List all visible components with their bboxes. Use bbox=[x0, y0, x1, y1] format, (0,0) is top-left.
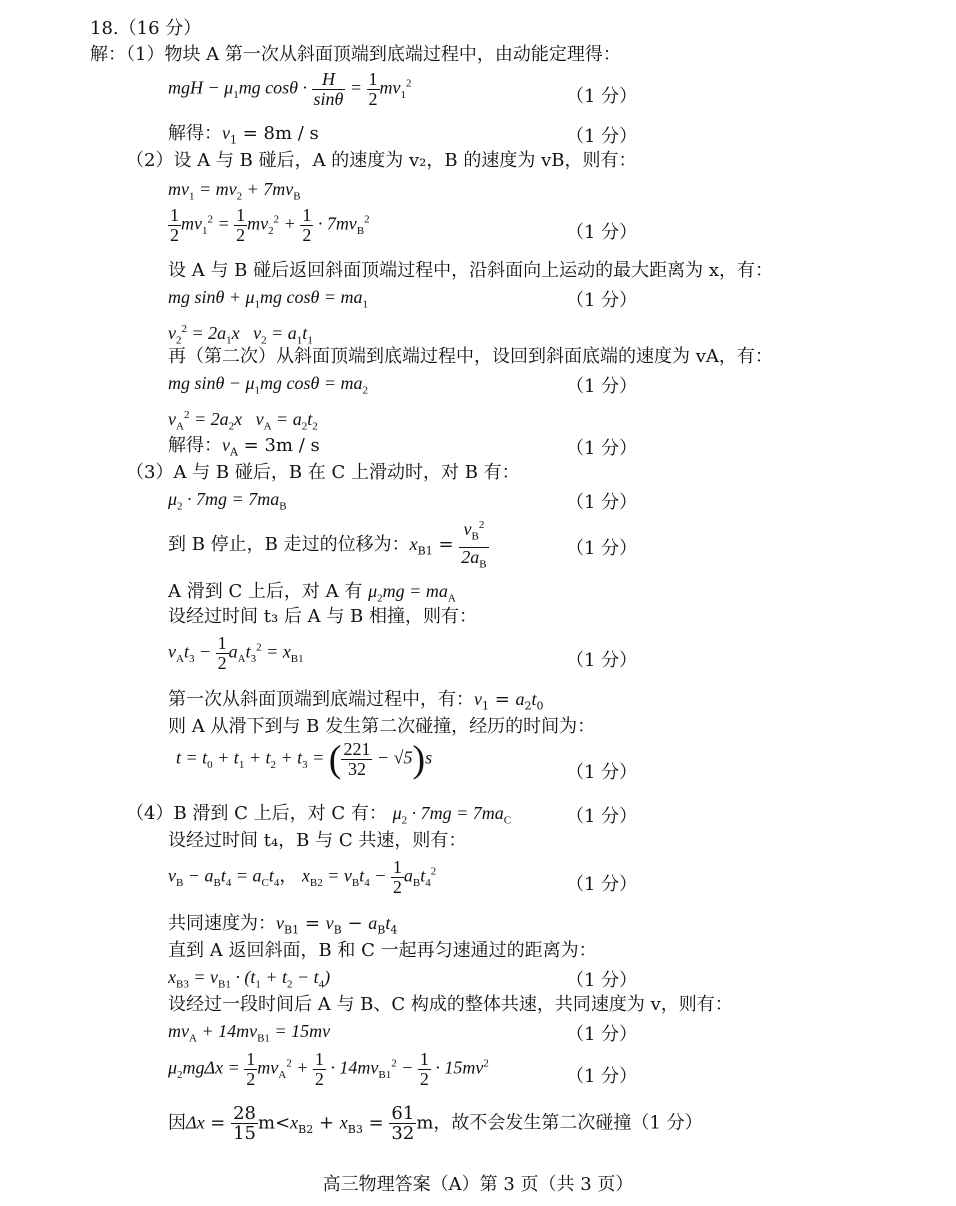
solve-vA: 解得：$v_A = 3m / s$ bbox=[168, 435, 320, 459]
final-prefix: 因 bbox=[168, 1112, 186, 1134]
part4-label: （4） bbox=[126, 803, 174, 824]
part2-text: 设 A 与 B 碰后，A 的速度为 v₂，B 的速度为 vB，则有： bbox=[173, 150, 637, 171]
part2-label: （2） bbox=[126, 150, 174, 171]
eq-common-speed: $v_B - a_Bt_4 = a_Ct_4$， $x_{B2} = v_Bt_4$ − $\frac{1}{2}$ $a_Bt_4^2$ bbox=[168, 857, 437, 897]
score-2: （1 分） bbox=[566, 126, 638, 147]
eq-xB3: $x_{B3} = v_{B1} \cdot (t_1 + t_2 - t_4)$ bbox=[168, 967, 331, 991]
eq-t0: 第一次从斜面顶端到底端过程中，有：$v_1 = a_2t_0$ bbox=[168, 689, 544, 713]
part4-text5: 设经过一段时间后 A 与 B、C 构成的整体共速，共同速度为 v，则有： bbox=[168, 994, 733, 1015]
eq-aA: A 滑到 C 上后，对 A 有 $\mu_2mg = ma_A$ bbox=[168, 581, 456, 605]
problem-header bbox=[90, 18, 201, 40]
score-9: （1 分） bbox=[566, 650, 638, 671]
solve-label: 解得： bbox=[168, 123, 222, 144]
score-7: （1 分） bbox=[566, 492, 638, 513]
final-suffix: ，故不会发生第二次碰撞（1 分） bbox=[433, 1112, 703, 1134]
part1-text: 物块 A 第一次从斜面顶端到底端过程中，由动能定理得： bbox=[164, 44, 621, 65]
eq-vB1: 共同速度为：$v_{B1} = v_B - a_Bt_4$ bbox=[168, 913, 398, 937]
score-5: （1 分） bbox=[566, 376, 638, 397]
part3-text2: 到 B 停止，B 走过的位移为： bbox=[168, 534, 410, 556]
eq-momentum-2: $mv_A + 14mv_{B1} = 15mv$ bbox=[168, 1021, 331, 1045]
solution-label: 解： bbox=[90, 44, 126, 65]
eq-energy-loss: $\mu_2mg\Delta x$ = $\frac{1}{2}$ $mv_A^2$ + $\frac{1}{2}$ · $14mv_{B1}^2$ − $\frac{1}{2}$ · $15mv^2$ bbox=[168, 1049, 489, 1089]
eq-a1: mg $\sin\theta + \mu_1mg$ $\cos\theta = ma_1$ bbox=[168, 287, 369, 311]
part3-text5: 第一次从斜面顶端到底端过程中，有： bbox=[168, 689, 474, 710]
eq-kinematics-1: $v_2^2 = 2a_1x$ $v_2 = a_1t_1$ bbox=[168, 323, 313, 347]
part2-intro bbox=[126, 150, 636, 172]
eq-aB: $\mu_2 \cdot 7mg = 7ma_B$ bbox=[168, 489, 287, 513]
part1-intro bbox=[90, 44, 621, 66]
part3-text3: A 滑到 C 上后，对 A 有 bbox=[168, 581, 363, 602]
eq-kinematics-2: $v_A^2 = 2a_2x$ $v_A = a_2t_2$ bbox=[168, 409, 318, 433]
score-1: （1 分） bbox=[566, 86, 638, 107]
score-10: （1 分） bbox=[566, 762, 638, 783]
score-3: （1 分） bbox=[566, 222, 638, 243]
part4-text4: 直到 A 返回斜面，B 和 C 一起再匀速通过的距离为： bbox=[168, 940, 597, 961]
eq-total-time: $t = t_0 + t_1 + t_2 + t_3$ = ( $\frac{221}{32}$ − √5)s bbox=[176, 738, 433, 781]
part3-label: （3） bbox=[126, 462, 174, 483]
part2-text3: 再（第二次）从斜面顶端到底端过程中，设回到斜面底端的速度为 vA，有： bbox=[168, 346, 773, 367]
score-8: （1 分） bbox=[566, 538, 638, 559]
part3-intro bbox=[126, 462, 520, 484]
conclusion: 因Δx = $\frac{28}{15}$ $m<x_{B2} + x_{B3}$ = $\frac{61}{32}$ m，故不会发生第二次碰撞（1 分） bbox=[168, 1103, 703, 1144]
part2-text2: 设 A 与 B 碰后返回斜面顶端过程中，沿斜面向上运动的最大距离为 x，有： bbox=[168, 260, 773, 281]
eq-collision-2: $v_At_3$ − $\frac{1}{2}$ $a_At_3^2 = x_{B1}$ bbox=[168, 633, 304, 673]
eq-momentum: $mv_1 = mv_2 + 7mv_B$ bbox=[168, 179, 301, 203]
part4-text: B 滑到 C 上后，对 C 有： bbox=[173, 803, 387, 824]
part1-label: （1） bbox=[126, 44, 165, 65]
eq-xB1: 到 B 停止，B 走过的位移为：$x_{B1}$ = $\frac{v_B^2}{2a_B}$ bbox=[168, 516, 489, 574]
score-12: （1 分） bbox=[566, 874, 638, 895]
problem-points: （16 分） bbox=[118, 18, 202, 39]
score-6: （1 分） bbox=[566, 438, 638, 459]
part4-intro: （4）B 滑到 C 上后，对 C 有： $\mu_2 \cdot 7mg = 7ma_C$ bbox=[126, 803, 512, 827]
solve-label-2: 解得： bbox=[168, 435, 222, 456]
score-11: （1 分） bbox=[566, 806, 638, 827]
score-14: （1 分） bbox=[566, 1024, 638, 1045]
part3-text4: 设经过时间 t₃ 后 A 与 B 相撞，则有： bbox=[168, 606, 478, 627]
score-15: （1 分） bbox=[566, 1066, 638, 1087]
page-footer: 高三物理答案（A）第 3 页（共 3 页） bbox=[322, 1174, 634, 1195]
score-13: （1 分） bbox=[566, 970, 638, 991]
part4-text2: 设经过时间 t₄，B 与 C 共速，则有： bbox=[168, 830, 467, 851]
eq-energy-theorem: mgH − $\mu_1mg$ cosθ · $\frac{H}{\sin\theta}$ = $\frac{1}{2}$ $mv_1^2$ bbox=[168, 69, 412, 109]
eq-energy-conservation: $\frac{1}{2}$ $mv_1^2$ = $\frac{1}{2}$ $mv_2^2$ + $\frac{1}{2}$ · $7mv_B^2$ bbox=[170, 205, 370, 245]
part3-text: A 与 B 碰后，B 在 C 上滑动时，对 B 有： bbox=[173, 462, 520, 483]
part4-text3: 共同速度为： bbox=[168, 913, 276, 934]
solve-v1: 解得：$v_1 = 8m / s$ bbox=[168, 123, 319, 147]
score-4: （1 分） bbox=[566, 290, 638, 311]
eq-a2: mg $\sin\theta - \mu_1mg$ $\cos\theta = ma_2$ bbox=[168, 373, 369, 397]
part3-text6: 则 A 从滑下到与 B 发生第二次碰撞，经历的时间为： bbox=[168, 716, 596, 737]
problem-number: 18. bbox=[90, 18, 119, 39]
